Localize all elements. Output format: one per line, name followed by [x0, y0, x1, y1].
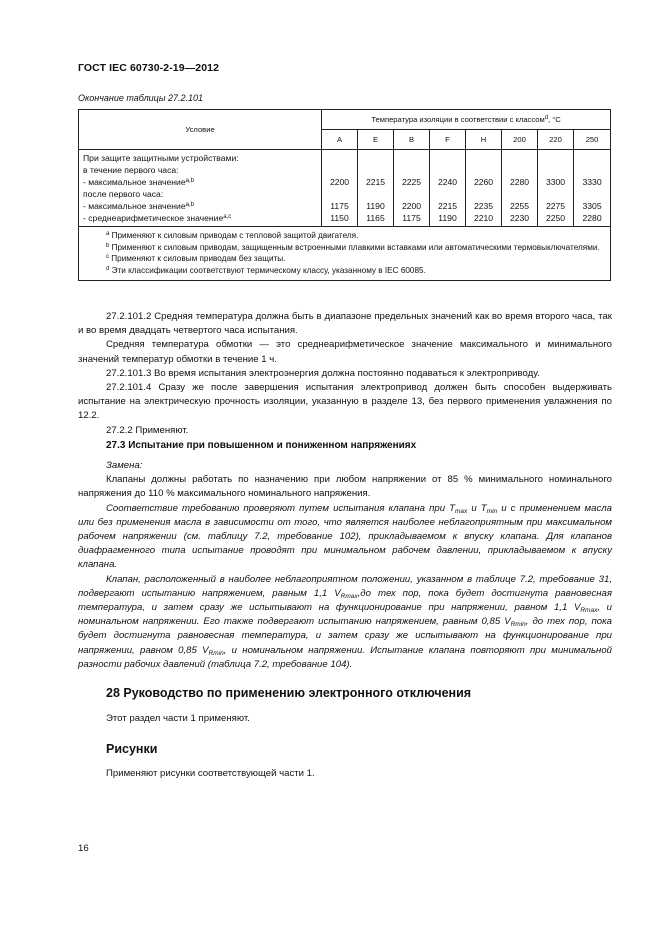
condition-line: При защите защитными устройствами: [83, 153, 239, 163]
table-note: $^d$ Эти классификации соответствуют термическому классу, указанному в IEC 60085. [106, 265, 426, 275]
class-header: E [358, 130, 394, 150]
paragraph: 27.2.101.2 Средняя температура должна быть в диапазоне предельных значений как во время второго часа, так и во время двадцать четвертого часа испытания. [78, 311, 612, 337]
condition-line: после первого часа: [83, 189, 164, 199]
clause-27-2-text [78, 310, 612, 438]
table-note: $^c$ Применяют к силовым приводам без защиты. [106, 254, 286, 263]
condition-line: - среднеарифметическое значение$^{a,c}$ [83, 213, 232, 223]
table-notes [79, 227, 611, 281]
figures-text: Применяют рисунки соответствующей части 1. [106, 768, 315, 779]
condition-line: - максимальное значение$^{a,b}$ [83, 177, 194, 187]
table-caption: Окончание таблицы 27.2.101 [78, 93, 203, 103]
replacement-label: Замена: [106, 460, 143, 471]
document-header: ГОСТ IEC 60730-2-19—2012 [78, 62, 220, 74]
paragraph: 27.2.101.3 Во время испытания электроэнергия должна постоянно подаваться к электроприводу. [106, 367, 540, 379]
table-note: $^a$ Применяют к силовым приводам с тепловой защитой двигателя. [106, 231, 359, 240]
condition-line: - максимальное значение$^{a,b}$ [83, 201, 194, 211]
value-cell: 2260 2235 2210 [466, 150, 502, 227]
paragraph: Клапаны должны работать по назначению при любом напряжении от 85 % минимального номинального напряжения до 110 % максимального номинального напряжения. [78, 474, 612, 500]
condition-header: Условие [79, 110, 322, 150]
value-cell: 3300 2275 2250 [538, 150, 574, 227]
class-header: A [322, 130, 358, 150]
temperature-header: Температура изоляции в соответствии с классом$^d$, °С [322, 110, 611, 130]
paragraph: Клапан, расположенный в наиболее неблагоприятном положении, указанном в таблице 7.2, требование 31, подвергают испытанию напряжением, равным 1,1 $V_{Rmax},до$ тех пор, пока будет достигнута равновесная температура, и затем сразу же испытывают на функционирование при напряжении, равном 1,1 $V_{Rmax}$, и номинальном напряжении. Его также подвергают испытанию напряжением, равным 0,85 $V_{Rmin}$, до тех пор, пока будет достигнута равновесная температура, и затем сразу же испытывают на функционирование при напряжении, равном 0,85 $V_{Rmin}$, и номинальном напряжении. Испытание клапана повторяют при минимальной разности рабочих давлений (таблица 7.2, требование 104). [78, 573, 613, 670]
paragraph: Средняя температура обмотки — это среднеарифметическое значение максимального и минимального значений температур обмотки в течение 1 ч. [78, 339, 612, 365]
page-number: 16 [78, 843, 89, 854]
temperature-table [78, 109, 611, 281]
class-header: 250 [574, 130, 611, 150]
value-cell: 2200 1175 1150 [322, 150, 358, 227]
section-28-text: Этот раздел части 1 применяют. [106, 713, 250, 724]
class-header: 200 [502, 130, 538, 150]
condition-line: в течение первого часа: [83, 165, 179, 175]
class-header: 220 [538, 130, 574, 150]
value-cell: 2280 2255 2230 [502, 150, 538, 227]
condition-cell [79, 150, 322, 227]
class-header: B [394, 130, 430, 150]
section-28-title: 28 Руководство по применению электронного отключения [106, 686, 472, 700]
class-header: F [430, 130, 466, 150]
section-27-3-text [78, 459, 612, 672]
paragraph: 27.2.2 Применяют. [106, 424, 189, 436]
value-cell: 2225 2200 1175 [394, 150, 430, 227]
class-header: H [466, 130, 502, 150]
value-cell: 3330 3305 2280 [574, 150, 611, 227]
paragraph: Соответствие требованию проверяют путем испытания клапана при $T_{max}$ и $T_{min}$ и с применением масла или без применения масла в зависимости от того, что является наиболее неблагоприятным при максимальном рабочем напряжении (см. таблицу 7.2, требование 102), прикладываемом к впуску клапана. Для клапанов диафрагменного типа испытание проводят при минимальном рабочем давлении, прикладываемом к впуску клапана. [78, 502, 612, 571]
value-cell: 2240 2215 1190 [430, 150, 466, 227]
table-note: $^b$ Применяют к силовым приводам, защищенным встроенными плавкими вставками или автоматическими термовыключателями. [106, 242, 600, 252]
figures-title: Рисунки [106, 742, 158, 756]
section-27-3-title: 27.3 Испытание при повышенном и пониженном напряжениях [106, 440, 417, 451]
paragraph: 27.2.101.4 Сразу же после завершения испытания электропривод должен быть способен выдерживать испытание на электрическую прочность изоляции, указанную в разделе 13, без первого применения увлажнения по 12.2. [78, 382, 612, 422]
value-cell: 2215 1190 1165 [358, 150, 394, 227]
